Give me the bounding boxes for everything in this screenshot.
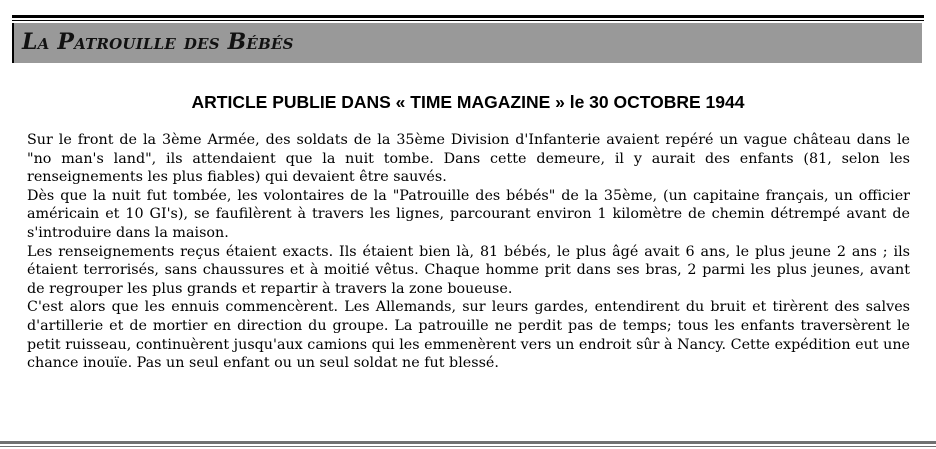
article-paragraph: Dès que la nuit fut tombée, les volontaires de la "Patrouille des bébés" de la 35ème, (un capitaine français, un officier américain et 10 GI's), se faufilèrent à travers les lignes, parcourant environ 1 kilomètre de chemin détrempé avant de s'introduire dans la maison.: [27, 187, 910, 241]
top-rule: [12, 15, 924, 18]
article-paragraph: Sur le front de la 3ème Armée, des soldats de la 35ème Division d'Infanterie avaient repéré un vague château dans le "no man's land", ils attendaient que la nuit tombe. Dans cette demeure, il y aurait des enfants (81, selon les renseignements les plus fiables) qui devaient être sauvés.: [27, 132, 910, 186]
section-title: La Patrouille des Bébés: [22, 29, 294, 55]
article-paragraph: C'est alors que les ennuis commencèrent. Les Allemands, sur leurs gardes, entendirent du bruit et tirèrent des salves d'artillerie et de mortier en direction du groupe. La patrouille ne perdit pas de temps; tous les enfants traversèrent le petit ruisseau, continuèrent jusqu'aux camions qui les emmenèrent vers un endroit sûr à Nancy. Cette expédition eut une chance inouïe. Pas un seul enfant ou un seul soldat ne fut blessé.: [27, 299, 910, 372]
section-title-band: [12, 23, 922, 63]
article-heading: ARTICLE PUBLIE DANS « TIME MAGAZINE » le 30 OCTOBRE 1944: [191, 92, 745, 112]
article-body: [27, 131, 910, 373]
article-paragraph: Les renseignements reçus étaient exacts. Ils étaient bien là, 81 bébés, le plus âgé avait 6 ans, le plus jeune 2 ans ; ils étaient terrorisés, sans chaussures et à moitié vêtus. Chaque homme prit dans ses bras, 2 parmi les plus jeunes, avant de regrouper les plus grands et repartir à travers la zone boueuse.: [27, 243, 910, 297]
bottom-rule: [0, 441, 936, 444]
bottom-rule-secondary: [0, 446, 936, 447]
top-rule-secondary: [12, 20, 924, 21]
